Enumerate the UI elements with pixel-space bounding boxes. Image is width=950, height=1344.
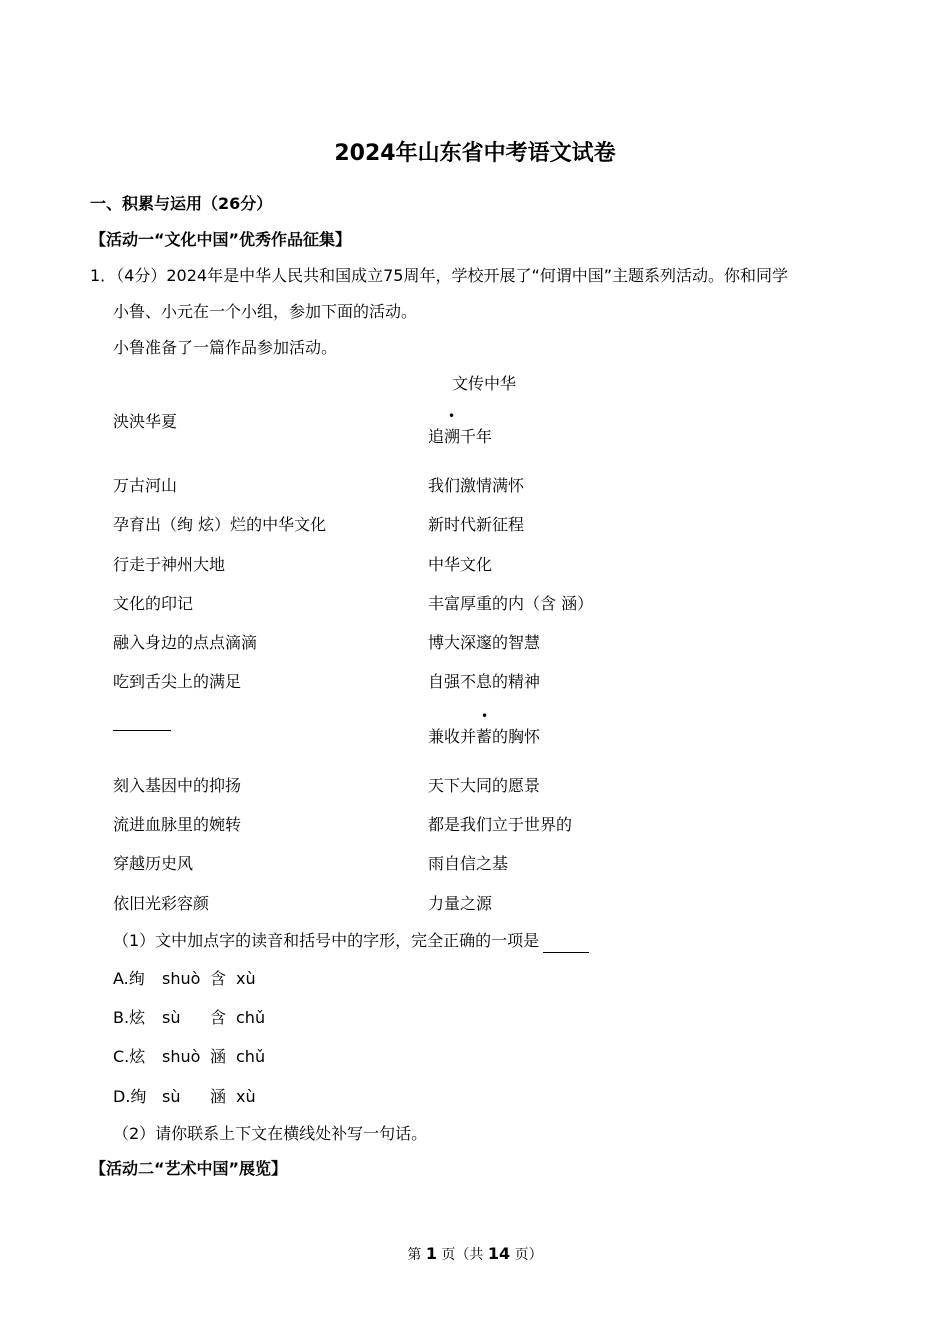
option-char: 涵 xyxy=(210,1047,227,1066)
question-1-intro: 小鲁准备了一篇作品参加活动。 xyxy=(113,338,338,357)
poem-left-line: 融入身边的点点滴滴 xyxy=(113,633,258,652)
poem-right-line: 新时代新征程 xyxy=(428,515,525,534)
question-1-stem-line2: 小鲁、小元在一个小组，参加下面的活动。 xyxy=(113,302,418,321)
option-label: A.绚 xyxy=(113,969,145,988)
activity-two-heading: 【活动二“艺术中国”展览】 xyxy=(90,1159,288,1178)
poem-right-line: 我们激情满怀 xyxy=(428,476,525,495)
option-pinyin: chǔ xyxy=(236,1008,266,1027)
page-title: 2024年山东省中考语文试卷 xyxy=(334,141,616,166)
poem-fill-blank xyxy=(113,730,171,731)
poem-right-line: 追溯千年 xyxy=(428,427,493,446)
option-pinyin: sù xyxy=(162,1008,181,1027)
poem-left-line: 孕育出（绚 炫）烂的中华文化 xyxy=(113,515,327,534)
page-number: 1 xyxy=(425,1244,437,1263)
option-c xyxy=(113,1045,265,1069)
option-b xyxy=(113,1006,265,1030)
poem-right-line: 丰富厚重的内（含 涵） xyxy=(428,594,594,613)
emphasis-dot: • xyxy=(448,409,456,423)
poem-left-line: 万古河山 xyxy=(113,476,178,495)
option-label: B.炫 xyxy=(113,1008,146,1027)
poem-left-line: 流进血脉里的婉转 xyxy=(113,815,242,834)
option-char: 含 xyxy=(210,1008,227,1027)
answer-blank xyxy=(543,932,589,953)
option-pinyin: shuò xyxy=(162,1047,201,1066)
poem-left-line: 文化的印记 xyxy=(113,594,194,613)
page-footer xyxy=(0,1244,950,1264)
poem-right-line: 力量之源 xyxy=(428,894,493,913)
poem-right-line: 自强不息的精神 xyxy=(428,672,541,691)
activity-one-heading: 【活动一“文化中国”优秀作品征集】 xyxy=(90,230,352,249)
sub-question-1-text: （1）文中加点字的读音和括号中的字形，完全正确的一项是 xyxy=(113,931,540,950)
question-1-stem-line1: 1．（4分）2024年是中华人民共和国成立75周年，学校开展了“何谓中国”主题系列活动。你和同学 xyxy=(90,266,789,285)
poem-left-line: 穿越历史风 xyxy=(113,854,194,873)
footer-text: 页） xyxy=(510,1247,543,1263)
option-char: 涵 xyxy=(210,1087,227,1106)
poem-left-line: 刻入基因中的抑扬 xyxy=(113,776,242,795)
option-label: C.炫 xyxy=(113,1047,146,1066)
option-pinyin: chǔ xyxy=(236,1047,266,1066)
poem-right-line: 兼收并蓄的胸怀 xyxy=(428,727,541,746)
poem-right-line: 都是我们立于世界的 xyxy=(428,815,573,834)
option-pinyin: sù xyxy=(162,1087,181,1106)
footer-text: 第 xyxy=(407,1247,426,1263)
poem-left-line: 依旧光彩容颜 xyxy=(113,894,210,913)
footer-text: 页（共 xyxy=(436,1247,488,1263)
poem-right-line: 博大深邃的智慧 xyxy=(428,633,541,652)
option-char: 含 xyxy=(210,969,227,988)
emphasis-dot: • xyxy=(481,709,489,723)
poem-title: 文传中华 xyxy=(452,374,517,393)
option-pinyin: xù xyxy=(236,969,256,988)
page-total: 14 xyxy=(487,1244,511,1263)
poem-right-line: 雨自信之基 xyxy=(428,854,509,873)
poem-right-line: 中华文化 xyxy=(428,555,493,574)
sub-question-1 xyxy=(113,929,589,953)
sub-question-2: （2）请你联系上下文在横线处补写一句话。 xyxy=(113,1124,428,1143)
option-a xyxy=(113,967,256,991)
option-d xyxy=(113,1085,256,1109)
section-heading: 一、积累与运用（26分） xyxy=(90,194,273,213)
poem-left-line: 行走于神州大地 xyxy=(113,555,226,574)
option-label: D.绚 xyxy=(113,1087,147,1106)
poem-right-line: 天下大同的愿景 xyxy=(428,776,541,795)
option-pinyin: shuò xyxy=(162,969,201,988)
option-pinyin: xù xyxy=(236,1087,256,1106)
poem-left-line: 泱泱华夏 xyxy=(113,412,178,431)
poem-left-line: 吃到舌尖上的满足 xyxy=(113,672,242,691)
